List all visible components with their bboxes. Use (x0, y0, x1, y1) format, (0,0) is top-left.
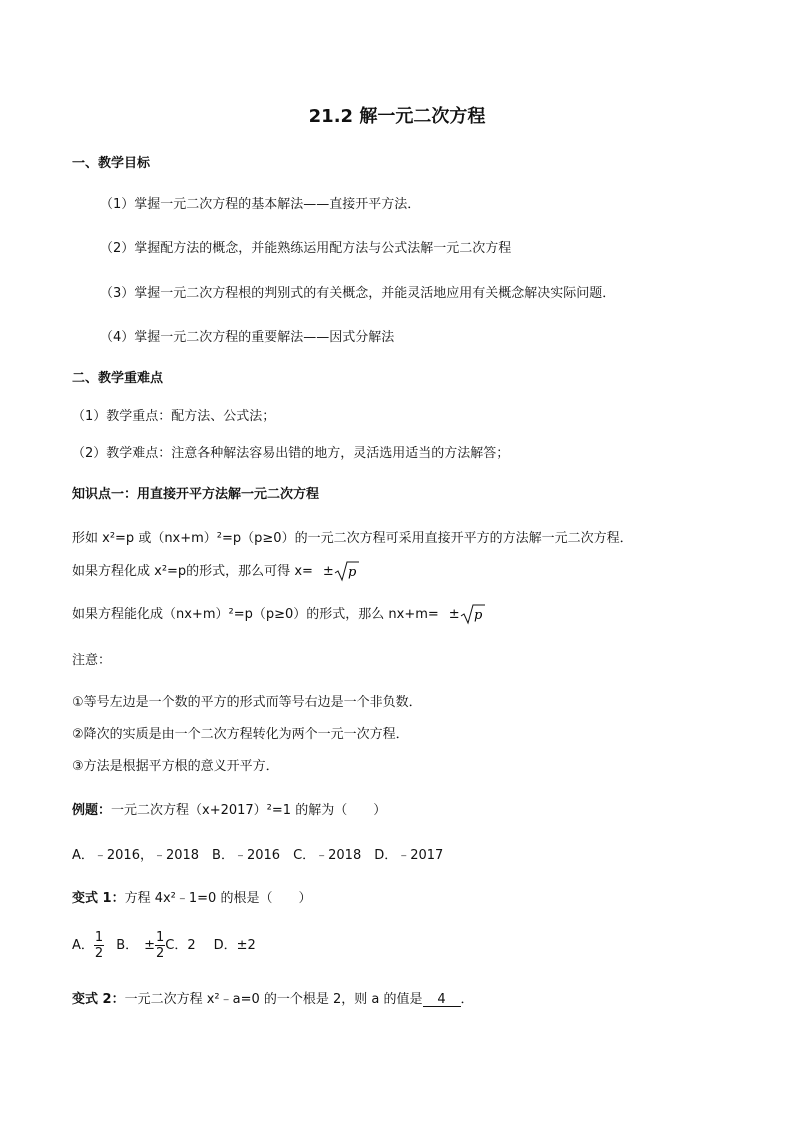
option-a-label: A． (72, 938, 94, 953)
radicand: p (347, 565, 357, 580)
knowledge-point-heading: 知识点一：用直接开平方法解一元二次方程 (72, 487, 320, 502)
kp-line-sqrt (72, 560, 360, 582)
option-d-label: D．±2 (213, 938, 256, 953)
fraction (94, 931, 104, 960)
goal-item: （3）掌握一元二次方程根的判别式的有关概念，并能灵活地应用有关概念解决实际问题． (100, 286, 616, 301)
example-text: 一元二次方程（x+2017）²=1 的解为（ ） (111, 803, 387, 818)
variant2-text: 一元二次方程 x²﹣a=0 的一个根是 2，则 a 的值是 (124, 992, 423, 1007)
section-heading-goals: 一、教学目标 (72, 156, 151, 171)
keypoint-item: （1）教学重点：配方法、公式法； (72, 409, 276, 424)
plus-minus-sign: ± (322, 563, 334, 579)
sqrt-icon (460, 603, 486, 625)
page-title: 21.2 解一元二次方程 (308, 106, 486, 127)
variant2-label: 变式 2： (72, 992, 125, 1007)
variant2-end: ． (460, 992, 474, 1007)
note-label: 注意： (72, 653, 112, 668)
kp-line-text: 如果方程能化成（nx+m）²=p（p≥0）的形式，那么 nx+m= (72, 606, 439, 622)
radicand: p (473, 608, 483, 623)
note-item: ③方法是根据平方根的意义开平方． (72, 759, 279, 774)
note-item: ②降次的实质是由一个二次方程转化为两个一元一次方程． (72, 727, 409, 742)
fraction-numerator: 1 (94, 930, 104, 945)
kp-line: 形如 x²=p 或（nx+m）²=p（p≥0）的一元二次方程可采用直接开平方的方法解一元二次方程． (72, 531, 633, 546)
option-c-label: C．2 (165, 938, 196, 953)
keypoint-item: （2）教学难点：注意各种解法容易出错的地方，灵活选用适当的方法解答； (72, 446, 510, 461)
kp-line-sqrt (72, 603, 486, 625)
variant2-question (72, 993, 474, 1007)
example-question (72, 804, 386, 817)
answer-blank: 4 (423, 993, 461, 1007)
goal-item: （2）掌握配方法的概念，并能熟练运用配方法与公式法解一元二次方程 (100, 241, 512, 256)
variant1-text: 方程 4x²﹣1=0 的根是（ ） (124, 891, 312, 906)
variant1-question (72, 892, 311, 905)
variant1-label: 变式 1： (72, 891, 125, 906)
fraction (155, 931, 165, 960)
note-item: ①等号左边是一个数的平方的形式而等号右边是一个非负数． (72, 695, 422, 710)
fraction-denominator: 2 (94, 946, 104, 961)
fraction-numerator: 1 (156, 930, 165, 945)
goal-item: （1）掌握一元二次方程的基本解法——直接开平方法． (100, 197, 421, 212)
section-heading-keypoints: 二、教学重难点 (72, 371, 164, 386)
fraction-denominator: 2 (156, 946, 165, 961)
plus-minus-sign: ± (144, 938, 156, 953)
kp-line-text: 如果方程化成 x²=p的形式，那么可得 x= (72, 563, 313, 579)
example-options: A．﹣2016，﹣2018 B．﹣2016 C．﹣2018 D．﹣2017 (72, 848, 444, 863)
option-b-label: B． (116, 938, 139, 953)
variant1-options (72, 931, 256, 960)
plus-minus-sign: ± (448, 606, 460, 622)
sqrt-icon (334, 560, 360, 582)
example-label: 例题： (72, 803, 112, 818)
goal-item: （4）掌握一元二次方程的重要解法——因式分解法 (100, 330, 395, 345)
